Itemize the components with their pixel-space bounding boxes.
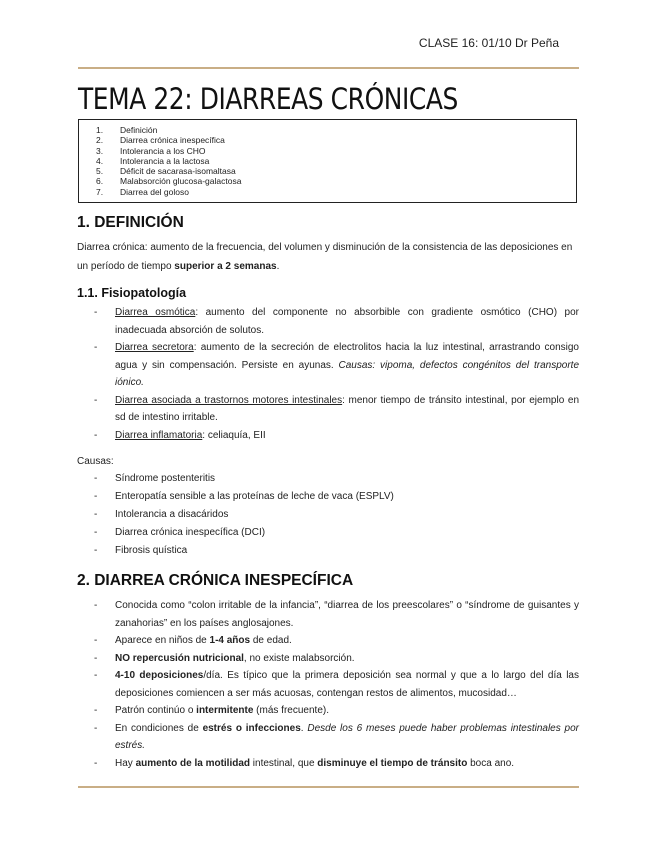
list-item [77, 720, 579, 755]
term: Diarrea inflamatoria [115, 429, 203, 441]
toc-item [79, 135, 576, 145]
item-text: : aumento del componente no absorbible con gradiente osmótico (CHO) por inadecuada absorción de solutos. [115, 307, 579, 336]
item-text: boca ano. [467, 757, 515, 769]
item-bold: estrés o infecciones [202, 722, 301, 734]
list-item: - Síndrome postenteritis [77, 470, 579, 488]
item-text: : aumento de la secreción de electrolitos hacia la luz intestinal, arrastrando consigo agua y sin compensación. Persiste en ayunas. [115, 342, 579, 371]
toc-text: Intolerancia a la lactosa [120, 155, 210, 166]
item-text: de edad. [250, 635, 292, 646]
definition-paragraph [77, 238, 579, 276]
table-of-contents [78, 119, 577, 203]
toc-text: Déficit de sacarasa-isomaltasa [120, 166, 236, 177]
list-item [77, 702, 579, 720]
dci-list [77, 597, 579, 772]
definition-text: Diarrea crónica: aumento de la frecuencia, del volumen y disminución de la consistencia de las deposiciones en un período de tiempo [77, 242, 573, 272]
item-text: , no existe malabsorción. [243, 652, 355, 664]
class-header: CLASE 16: 01/10 Dr Peña [418, 36, 559, 50]
item-text: (más frecuente). [253, 705, 329, 716]
item-text: Hay [115, 757, 136, 769]
toc-item [79, 146, 576, 156]
toc-item [79, 187, 576, 197]
definition-bold: superior a 2 semanas [174, 261, 277, 272]
list-item [77, 667, 579, 702]
list-item [77, 427, 579, 445]
definition-end: . [276, 261, 280, 272]
toc-item [79, 176, 576, 186]
item-bold: aumento de la motilidad [135, 757, 251, 769]
causes-list [77, 470, 579, 560]
list-item [77, 755, 579, 773]
item-bold: disminuye el tiempo de tránsito [317, 757, 468, 769]
fisiopatologia-list [77, 304, 579, 444]
toc-number: 3. [96, 145, 104, 156]
term: Diarrea secretora [115, 342, 194, 353]
item-italic: Desde los 6 meses puede haber problemas intestinales por estrés. [115, 722, 579, 751]
toc-number: 6. [96, 176, 104, 187]
toc-number: 4. [96, 155, 104, 166]
item-bold: intermitente [196, 705, 254, 716]
toc-number: 5. [96, 166, 104, 177]
list-item [77, 339, 579, 392]
list-item: - Diarrea crónica inespecífica (DCI) [77, 524, 579, 542]
list-item: - Fibrosis quística [77, 542, 579, 560]
toc-number: 2. [96, 135, 104, 146]
toc-text: Intolerancia a los CHO [120, 145, 206, 156]
toc-item [79, 156, 576, 166]
item-text: . [300, 722, 308, 734]
item-text: /día. Es típico que la primera deposición sea normal y que a lo largo del día las deposiciones comiencen a ser más acuosas, contengan restos de alimentos, mucosidad… [115, 670, 579, 699]
subsection-heading-fisiopatologia: 1.1. Fisiopatología [77, 286, 187, 300]
toc-item [79, 125, 576, 135]
item-text: Patrón continúo o [115, 705, 197, 716]
list-item: - Intolerancia a disacáridos [77, 506, 579, 524]
section-heading-definicion: 1. DEFINICIÓN [77, 214, 184, 231]
main-content [77, 214, 579, 772]
list-item [77, 304, 579, 339]
page-title: TEMA 22: DIARREAS CRÓNICAS [78, 82, 458, 116]
item-bold: 1-4 años [209, 635, 251, 646]
list-item [77, 392, 579, 427]
item-text: : celiaquía, EII [202, 429, 266, 441]
term: Diarrea osmótica [115, 307, 196, 318]
list-item [77, 650, 579, 668]
toc-item [79, 166, 576, 176]
toc-text: Diarrea crónica inespecífica [120, 135, 225, 146]
toc-number: 1. [96, 125, 104, 135]
item-text: En condiciones de [115, 722, 203, 734]
toc-text: Diarrea del goloso [120, 186, 189, 197]
list-item: - Enteropatía sensible a las proteínas de leche de vaca (ESPLV) [77, 488, 579, 506]
top-divider [78, 67, 579, 69]
toc-number: 7. [96, 186, 104, 197]
list-item: - Conocida como “colon irritable de la infancia”, “diarrea de los preescolares” o “síndrome de guisantes y zanahorias” en los países anglosajones. [77, 597, 579, 632]
causes-label: Causas: [77, 456, 114, 467]
list-item [77, 632, 579, 650]
item-italic: Causas: vipoma, defectos congénitos del transporte iónico. [115, 359, 579, 388]
item-bold: NO repercusión nutricional [115, 652, 244, 664]
toc-text: Malabsorción glucosa-galactosa [120, 176, 242, 187]
bottom-divider [78, 786, 579, 788]
toc-text: Definición [120, 125, 158, 135]
item-text: Aparece en niños de [115, 635, 210, 646]
term: Diarrea asociada a trastornos motores intestinales [115, 394, 343, 406]
item-text: : menor tiempo de tránsito intestinal, por ejemplo en sd de intestino irritable. [115, 394, 580, 423]
item-bold: 4-10 deposiciones [115, 670, 204, 681]
section-heading-dci: 2. DIARREA CRÓNICA INESPECÍFICA [77, 572, 354, 589]
item-text: intestinal, que [250, 757, 318, 769]
